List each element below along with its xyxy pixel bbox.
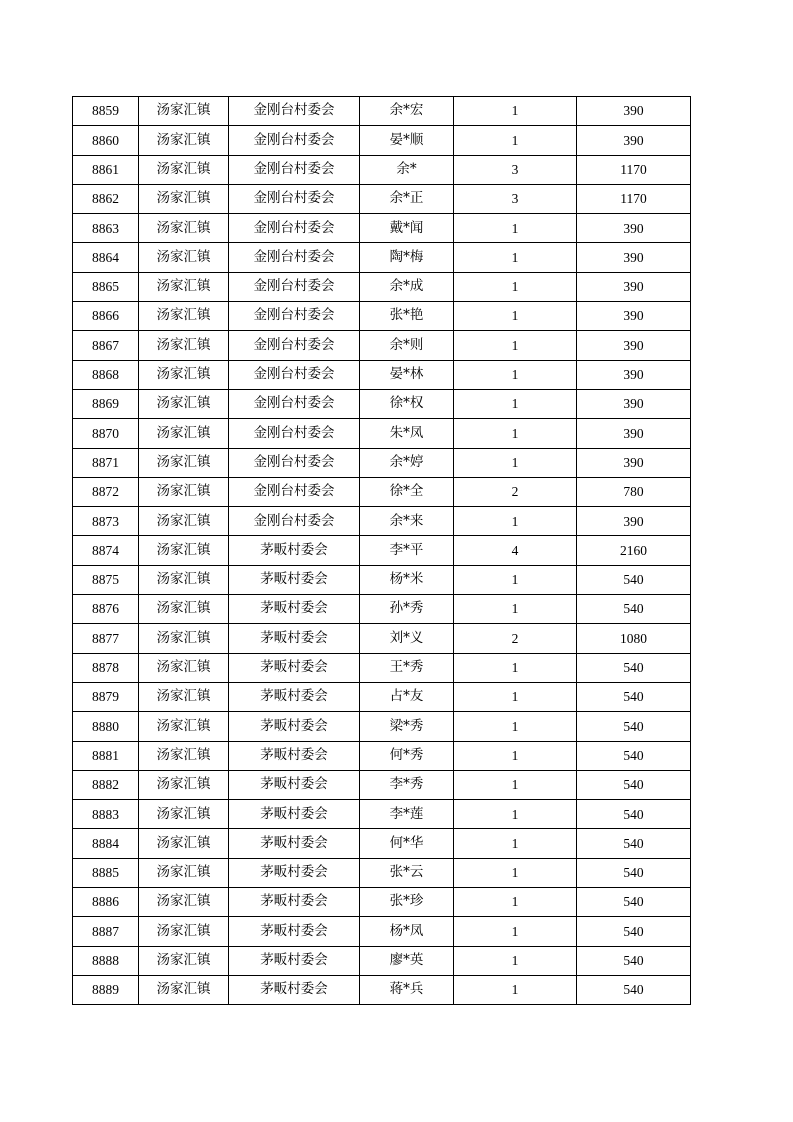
cell-id: 8884	[73, 829, 139, 858]
cell-town: 汤家汇镇	[139, 214, 229, 243]
cell-town: 汤家汇镇	[139, 712, 229, 741]
cell-town: 汤家汇镇	[139, 800, 229, 829]
cell-town: 汤家汇镇	[139, 184, 229, 213]
cell-id: 8865	[73, 272, 139, 301]
cell-amount: 540	[577, 565, 691, 594]
cell-count: 1	[454, 507, 577, 536]
cell-id: 8875	[73, 565, 139, 594]
cell-count: 1	[454, 858, 577, 887]
cell-name: 张*艳	[360, 302, 454, 331]
table-row	[73, 624, 691, 653]
table-row	[73, 272, 691, 301]
cell-name: 梁*秀	[360, 712, 454, 741]
table-row	[73, 946, 691, 975]
table-row	[73, 741, 691, 770]
cell-amount: 540	[577, 770, 691, 799]
cell-amount: 390	[577, 302, 691, 331]
cell-village: 茅畈村委会	[229, 888, 360, 917]
cell-count: 1	[454, 741, 577, 770]
cell-name: 徐*全	[360, 477, 454, 506]
cell-count: 1	[454, 448, 577, 477]
cell-name: 戴*闻	[360, 214, 454, 243]
cell-count: 1	[454, 243, 577, 272]
cell-amount: 1170	[577, 184, 691, 213]
cell-town: 汤家汇镇	[139, 858, 229, 887]
cell-village: 茅畈村委会	[229, 770, 360, 799]
cell-count: 1	[454, 389, 577, 418]
table-row	[73, 858, 691, 887]
cell-amount: 390	[577, 448, 691, 477]
cell-name: 张*云	[360, 858, 454, 887]
table-row	[73, 653, 691, 682]
cell-village: 茅畈村委会	[229, 741, 360, 770]
cell-amount: 390	[577, 331, 691, 360]
cell-town: 汤家汇镇	[139, 829, 229, 858]
cell-count: 1	[454, 360, 577, 389]
cell-count: 4	[454, 536, 577, 565]
cell-name: 杨*凤	[360, 917, 454, 946]
cell-amount: 2160	[577, 536, 691, 565]
cell-amount: 780	[577, 477, 691, 506]
cell-village: 茅畈村委会	[229, 624, 360, 653]
cell-amount: 390	[577, 419, 691, 448]
cell-town: 汤家汇镇	[139, 536, 229, 565]
cell-amount: 540	[577, 712, 691, 741]
cell-id: 8880	[73, 712, 139, 741]
cell-amount: 1170	[577, 155, 691, 184]
table-row	[73, 184, 691, 213]
cell-id: 8860	[73, 126, 139, 155]
cell-amount: 540	[577, 741, 691, 770]
cell-village: 金刚台村委会	[229, 419, 360, 448]
cell-id: 8885	[73, 858, 139, 887]
cell-amount: 390	[577, 97, 691, 126]
cell-count: 1	[454, 331, 577, 360]
cell-town: 汤家汇镇	[139, 653, 229, 682]
cell-count: 1	[454, 917, 577, 946]
cell-town: 汤家汇镇	[139, 419, 229, 448]
cell-name: 杨*米	[360, 565, 454, 594]
table-row	[73, 214, 691, 243]
table-row	[73, 888, 691, 917]
cell-amount: 540	[577, 653, 691, 682]
table-row	[73, 448, 691, 477]
cell-name: 余*成	[360, 272, 454, 301]
cell-village: 金刚台村委会	[229, 155, 360, 184]
cell-village: 茅畈村委会	[229, 653, 360, 682]
table-body	[73, 97, 691, 1005]
cell-name: 余*正	[360, 184, 454, 213]
cell-village: 茅畈村委会	[229, 858, 360, 887]
cell-name: 蒋*兵	[360, 975, 454, 1004]
cell-name: 何*华	[360, 829, 454, 858]
cell-village: 金刚台村委会	[229, 126, 360, 155]
cell-village: 金刚台村委会	[229, 507, 360, 536]
cell-id: 8869	[73, 389, 139, 418]
cell-name: 陶*梅	[360, 243, 454, 272]
cell-name: 刘*义	[360, 624, 454, 653]
cell-name: 占*友	[360, 682, 454, 711]
data-table	[72, 96, 691, 1005]
cell-town: 汤家汇镇	[139, 565, 229, 594]
cell-town: 汤家汇镇	[139, 741, 229, 770]
table-row	[73, 243, 691, 272]
cell-id: 8877	[73, 624, 139, 653]
cell-count: 2	[454, 477, 577, 506]
table-row	[73, 477, 691, 506]
cell-name: 李*莲	[360, 800, 454, 829]
cell-town: 汤家汇镇	[139, 126, 229, 155]
cell-town: 汤家汇镇	[139, 360, 229, 389]
table-row	[73, 536, 691, 565]
table-row	[73, 712, 691, 741]
cell-village: 茅畈村委会	[229, 682, 360, 711]
cell-town: 汤家汇镇	[139, 155, 229, 184]
cell-id: 8862	[73, 184, 139, 213]
cell-village: 金刚台村委会	[229, 243, 360, 272]
cell-town: 汤家汇镇	[139, 507, 229, 536]
cell-town: 汤家汇镇	[139, 946, 229, 975]
cell-count: 3	[454, 155, 577, 184]
cell-id: 8866	[73, 302, 139, 331]
cell-village: 金刚台村委会	[229, 331, 360, 360]
cell-village: 金刚台村委会	[229, 97, 360, 126]
cell-count: 3	[454, 184, 577, 213]
cell-town: 汤家汇镇	[139, 682, 229, 711]
cell-count: 1	[454, 888, 577, 917]
cell-village: 金刚台村委会	[229, 272, 360, 301]
table-row	[73, 155, 691, 184]
cell-count: 1	[454, 770, 577, 799]
cell-amount: 540	[577, 800, 691, 829]
cell-count: 1	[454, 97, 577, 126]
cell-village: 茅畈村委会	[229, 829, 360, 858]
cell-village: 茅畈村委会	[229, 800, 360, 829]
cell-village: 茅畈村委会	[229, 712, 360, 741]
cell-count: 1	[454, 653, 577, 682]
cell-name: 孙*秀	[360, 595, 454, 624]
cell-id: 8881	[73, 741, 139, 770]
table-row	[73, 331, 691, 360]
cell-amount: 390	[577, 272, 691, 301]
cell-town: 汤家汇镇	[139, 595, 229, 624]
table-row	[73, 595, 691, 624]
cell-name: 徐*权	[360, 389, 454, 418]
cell-id: 8888	[73, 946, 139, 975]
cell-id: 8889	[73, 975, 139, 1004]
cell-count: 1	[454, 975, 577, 1004]
cell-village: 金刚台村委会	[229, 389, 360, 418]
cell-town: 汤家汇镇	[139, 477, 229, 506]
cell-count: 1	[454, 712, 577, 741]
cell-count: 1	[454, 595, 577, 624]
cell-amount: 390	[577, 126, 691, 155]
cell-amount: 540	[577, 858, 691, 887]
cell-count: 1	[454, 419, 577, 448]
cell-amount: 390	[577, 360, 691, 389]
table-row	[73, 975, 691, 1004]
cell-town: 汤家汇镇	[139, 243, 229, 272]
cell-count: 1	[454, 800, 577, 829]
cell-town: 汤家汇镇	[139, 888, 229, 917]
cell-id: 8879	[73, 682, 139, 711]
cell-id: 8873	[73, 507, 139, 536]
cell-id: 8863	[73, 214, 139, 243]
cell-name: 张*珍	[360, 888, 454, 917]
cell-name: 晏*顺	[360, 126, 454, 155]
cell-name: 李*秀	[360, 770, 454, 799]
table-row	[73, 360, 691, 389]
cell-name: 李*平	[360, 536, 454, 565]
table-row	[73, 126, 691, 155]
cell-amount: 540	[577, 888, 691, 917]
table-row	[73, 419, 691, 448]
cell-count: 1	[454, 946, 577, 975]
cell-amount: 540	[577, 975, 691, 1004]
cell-count: 1	[454, 126, 577, 155]
cell-count: 2	[454, 624, 577, 653]
cell-town: 汤家汇镇	[139, 448, 229, 477]
table-row	[73, 302, 691, 331]
cell-town: 汤家汇镇	[139, 770, 229, 799]
cell-id: 8861	[73, 155, 139, 184]
cell-amount: 540	[577, 682, 691, 711]
cell-village: 金刚台村委会	[229, 214, 360, 243]
table-row	[73, 770, 691, 799]
cell-count: 1	[454, 682, 577, 711]
cell-id: 8876	[73, 595, 139, 624]
table-row	[73, 97, 691, 126]
cell-name: 余*宏	[360, 97, 454, 126]
cell-village: 金刚台村委会	[229, 477, 360, 506]
cell-amount: 540	[577, 829, 691, 858]
cell-amount: 540	[577, 595, 691, 624]
cell-id: 8867	[73, 331, 139, 360]
cell-amount: 390	[577, 507, 691, 536]
cell-village: 金刚台村委会	[229, 448, 360, 477]
cell-amount: 390	[577, 214, 691, 243]
cell-town: 汤家汇镇	[139, 331, 229, 360]
cell-town: 汤家汇镇	[139, 975, 229, 1004]
cell-id: 8868	[73, 360, 139, 389]
cell-amount: 540	[577, 917, 691, 946]
cell-village: 金刚台村委会	[229, 302, 360, 331]
cell-name: 王*秀	[360, 653, 454, 682]
table-row	[73, 565, 691, 594]
cell-id: 8874	[73, 536, 139, 565]
cell-id: 8887	[73, 917, 139, 946]
table-row	[73, 800, 691, 829]
cell-name: 廖*英	[360, 946, 454, 975]
cell-count: 1	[454, 214, 577, 243]
cell-village: 茅畈村委会	[229, 595, 360, 624]
cell-id: 8878	[73, 653, 139, 682]
cell-village: 茅畈村委会	[229, 946, 360, 975]
cell-town: 汤家汇镇	[139, 97, 229, 126]
cell-village: 金刚台村委会	[229, 184, 360, 213]
cell-town: 汤家汇镇	[139, 302, 229, 331]
cell-id: 8871	[73, 448, 139, 477]
cell-village: 茅畈村委会	[229, 536, 360, 565]
cell-town: 汤家汇镇	[139, 624, 229, 653]
cell-id: 8864	[73, 243, 139, 272]
cell-amount: 540	[577, 946, 691, 975]
cell-count: 1	[454, 272, 577, 301]
table-row	[73, 829, 691, 858]
cell-id: 8872	[73, 477, 139, 506]
cell-name: 朱*凤	[360, 419, 454, 448]
cell-count: 1	[454, 565, 577, 594]
cell-village: 金刚台村委会	[229, 360, 360, 389]
cell-name: 何*秀	[360, 741, 454, 770]
cell-town: 汤家汇镇	[139, 917, 229, 946]
cell-village: 茅畈村委会	[229, 565, 360, 594]
table-row	[73, 917, 691, 946]
cell-name: 余*婷	[360, 448, 454, 477]
cell-id: 8859	[73, 97, 139, 126]
table-row	[73, 389, 691, 418]
cell-name: 余*来	[360, 507, 454, 536]
cell-name: 余*则	[360, 331, 454, 360]
table-row	[73, 507, 691, 536]
cell-amount: 1080	[577, 624, 691, 653]
cell-id: 8882	[73, 770, 139, 799]
cell-name: 晏*林	[360, 360, 454, 389]
cell-id: 8886	[73, 888, 139, 917]
cell-town: 汤家汇镇	[139, 272, 229, 301]
cell-id: 8883	[73, 800, 139, 829]
cell-town: 汤家汇镇	[139, 389, 229, 418]
cell-count: 1	[454, 829, 577, 858]
cell-village: 茅畈村委会	[229, 975, 360, 1004]
cell-name: 余*	[360, 155, 454, 184]
cell-amount: 390	[577, 389, 691, 418]
cell-village: 茅畈村委会	[229, 917, 360, 946]
cell-id: 8870	[73, 419, 139, 448]
table-row	[73, 682, 691, 711]
cell-amount: 390	[577, 243, 691, 272]
cell-count: 1	[454, 302, 577, 331]
